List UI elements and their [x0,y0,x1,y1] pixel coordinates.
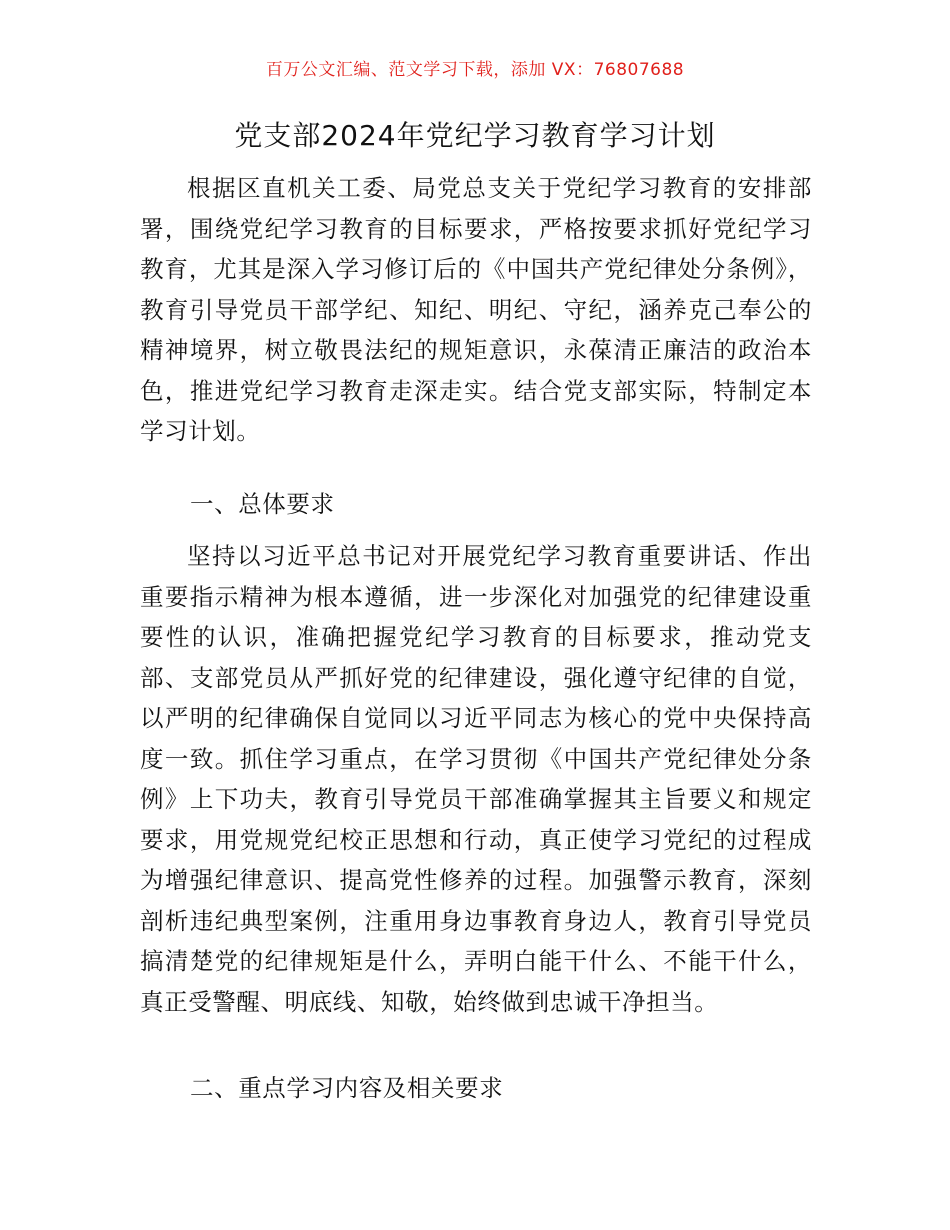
section-heading-key-content: 二、重点学习内容及相关要求 [190,1074,504,1102]
intro-paragraph: 根据区直机关工委、局党总支关于党纪学习教育的安排部署，围绕党纪学习教育的目标要求，严格按要求抓好党纪学习教育，尤其是深入学习修订后的《中国共产党纪律处分条例》，教育引导党员干部学纪、知纪、明纪、守纪，涵养克己奉公的精神境界，树立敬畏法纪的规矩意识，永葆清正廉洁的政治本色，推进党纪学习教育走深走实。结合党支部实际，特制定本学习计划。 [140,174,812,445]
section-heading-general-requirements: 一、总体要求 [190,490,335,518]
document-title: 党支部2024年党纪学习教育学习计划 [234,119,716,152]
watermark-banner: 百万公文汇编、范文学习下载，添加 VX：76807688 [265,60,685,80]
general-requirements-paragraph: 坚持以习近平总书记对开展党纪学习教育重要讲话、作出重要指示精神为根本遵循，进一步深化对加强党的纪律建设重要性的认识，准确把握党纪学习教育的目标要求，推动党支部、支部党员从严抓好党的纪律建设，强化遵守纪律的自觉，以严明的纪律确保自觉同以习近平同志为核心的党中央保持高度一致。抓住学习重点，在学习贯彻《中国共产党纪律处分条例》上下功夫，教育引导党员干部准确掌握其主旨要义和规定要求，用党规党纪校正思想和行动，真正使学习党纪的过程成为增强纪律意识、提高党性修养的过程。加强警示教育，深刻剖析违纪典型案例，注重用身边事教育身边人，教育引导党员搞清楚党的纪律规矩是什么，弄明白能干什么、不能干什么，真正受警醒、明底线、知敬，始终做到忠诚干净担当。 [140,542,812,1016]
